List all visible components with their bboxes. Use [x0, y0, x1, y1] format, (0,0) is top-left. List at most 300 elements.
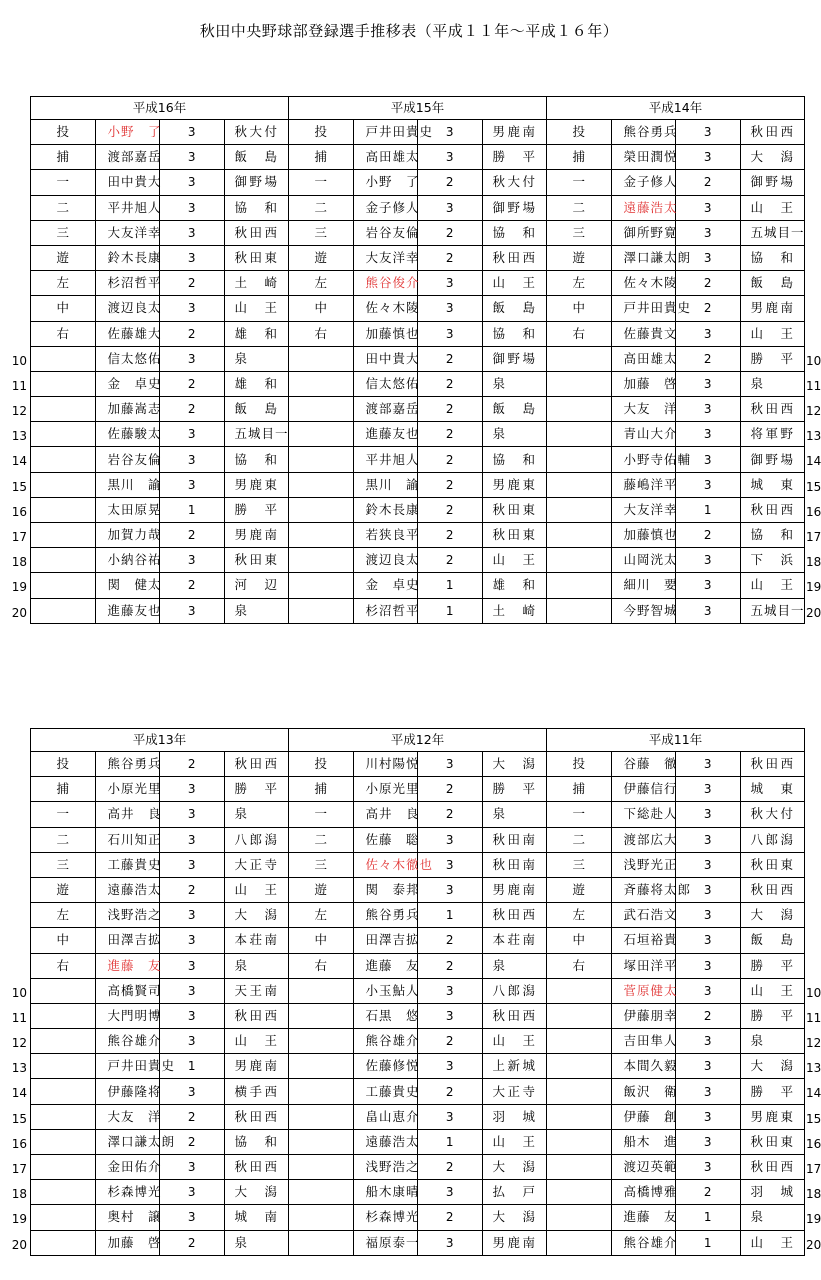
- player-name: 進藤 友: [611, 1205, 676, 1230]
- school-cell: 勝平: [482, 777, 547, 802]
- table-row: [31, 1054, 805, 1079]
- player-name: 熊谷勇兵: [95, 752, 160, 777]
- row-number: [0, 198, 30, 223]
- position-cell: 二: [289, 195, 354, 220]
- grade-cell: 3: [418, 1054, 483, 1079]
- grade-cell: 1: [676, 497, 741, 522]
- position-cell: [289, 397, 354, 422]
- grade-cell: 2: [418, 548, 483, 573]
- table-row: [31, 1230, 805, 1255]
- position-cell: 投: [547, 120, 612, 145]
- school-cell: 秋田西: [224, 220, 289, 245]
- player-name: 平井旭人: [353, 447, 418, 472]
- player-name: 杉沼哲平: [95, 271, 160, 296]
- player-name: 大友 洋: [611, 397, 676, 422]
- position-cell: [289, 1003, 354, 1028]
- grade-cell: 3: [160, 195, 225, 220]
- player-name: 加藤 啓: [95, 1230, 160, 1255]
- school-cell: 山王: [740, 573, 805, 598]
- school-cell: 天王南: [224, 978, 289, 1003]
- grade-cell: 3: [160, 1205, 225, 1230]
- school-cell: 男鹿東: [740, 1104, 805, 1129]
- school-cell: 大潟: [224, 1180, 289, 1205]
- school-cell: 協和: [740, 523, 805, 548]
- school-cell: 秋田西: [224, 1104, 289, 1129]
- player-name: 熊谷雄介: [611, 1230, 676, 1255]
- position-cell: [31, 1129, 96, 1154]
- row-number: 10: [806, 985, 821, 1000]
- player-name: 佐藤 聡: [353, 827, 418, 852]
- position-cell: 捕: [289, 145, 354, 170]
- roster-block-lower: [30, 728, 805, 1256]
- table-row: [31, 1205, 805, 1230]
- school-cell: 山王: [740, 978, 805, 1003]
- position-cell: [547, 1054, 612, 1079]
- player-name: 渡部嘉岳: [353, 397, 418, 422]
- player-name: 高田雄太: [353, 145, 418, 170]
- position-cell: [547, 497, 612, 522]
- grade-cell: 3: [418, 271, 483, 296]
- player-name: 佐藤駿太: [95, 422, 160, 447]
- row-number: [0, 905, 30, 930]
- row-number: [0, 248, 30, 273]
- player-name: 高田雄太: [611, 346, 676, 371]
- position-cell: [31, 1180, 96, 1205]
- position-cell: [31, 1205, 96, 1230]
- grade-cell: 3: [160, 928, 225, 953]
- grade-cell: 3: [418, 877, 483, 902]
- school-cell: 秋大付: [224, 120, 289, 145]
- grade-cell: 1: [676, 1230, 741, 1255]
- table-row: [31, 573, 805, 598]
- grade-cell: 2: [418, 422, 483, 447]
- row-number: 17: [11, 1162, 27, 1176]
- school-cell: 土崎: [482, 598, 547, 623]
- position-cell: 遊: [289, 245, 354, 270]
- grade-cell: 1: [160, 497, 225, 522]
- grade-cell: 3: [676, 928, 741, 953]
- player-name: 石川知正: [95, 827, 160, 852]
- player-name: 飯沢 衛: [611, 1079, 676, 1104]
- school-cell: 泉: [740, 1029, 805, 1054]
- table-row: [31, 245, 805, 270]
- school-cell: 男鹿南: [740, 296, 805, 321]
- school-cell: 秋大付: [740, 802, 805, 827]
- grade-cell: 2: [676, 1180, 741, 1205]
- year-header: 平成16年: [31, 97, 289, 120]
- school-cell: 羽城: [740, 1180, 805, 1205]
- player-name: 小野 了: [95, 120, 160, 145]
- position-cell: [289, 978, 354, 1003]
- school-cell: 飯島: [482, 296, 547, 321]
- position-cell: 遊: [289, 877, 354, 902]
- row-number: [0, 147, 30, 172]
- position-cell: [31, 447, 96, 472]
- school-cell: 男鹿南: [224, 1054, 289, 1079]
- school-cell: 御野場: [740, 170, 805, 195]
- grade-cell: 3: [160, 978, 225, 1003]
- player-name: 青山大介: [611, 422, 676, 447]
- table-row: [31, 195, 805, 220]
- player-name: 加藤嵩志: [95, 397, 160, 422]
- position-cell: [289, 598, 354, 623]
- row-number: [806, 122, 820, 147]
- grade-cell: 3: [676, 903, 741, 928]
- row-number: [806, 956, 820, 981]
- school-cell: 八郎潟: [740, 827, 805, 852]
- row-number: 19: [11, 580, 27, 595]
- row-number: 18: [11, 1187, 27, 1202]
- table-row: [31, 802, 805, 827]
- school-cell: 山王: [740, 321, 805, 346]
- row-numbers-left-1: [0, 122, 30, 626]
- row-number: [806, 830, 820, 855]
- row-number: 12: [11, 404, 27, 419]
- position-cell: [547, 1230, 612, 1255]
- position-cell: [31, 422, 96, 447]
- position-cell: 中: [31, 928, 96, 953]
- school-cell: 山王: [224, 1029, 289, 1054]
- school-cell: 大潟: [482, 752, 547, 777]
- row-number: [806, 147, 820, 172]
- position-cell: 右: [289, 953, 354, 978]
- grade-cell: 2: [160, 752, 225, 777]
- school-cell: 山王: [482, 1029, 547, 1054]
- row-number: [806, 198, 820, 223]
- grade-cell: 2: [418, 371, 483, 396]
- position-cell: [289, 447, 354, 472]
- grade-cell: 3: [160, 953, 225, 978]
- school-cell: 秋田西: [740, 1155, 805, 1180]
- grade-cell: 3: [160, 220, 225, 245]
- grade-cell: 2: [676, 170, 741, 195]
- table-row: [31, 296, 805, 321]
- position-cell: 遊: [547, 245, 612, 270]
- grade-cell: 2: [676, 1003, 741, 1028]
- grade-cell: 3: [418, 978, 483, 1003]
- school-cell: 山王: [224, 296, 289, 321]
- table-row: [31, 321, 805, 346]
- position-cell: [547, 573, 612, 598]
- row-number: [0, 273, 30, 298]
- row-number: [806, 223, 820, 248]
- position-cell: [31, 1079, 96, 1104]
- school-cell: 勝平: [740, 953, 805, 978]
- roster-table-upper: [30, 96, 805, 624]
- position-cell: [547, 346, 612, 371]
- grade-cell: 2: [160, 1104, 225, 1129]
- school-cell: 山王: [482, 548, 547, 573]
- row-number: [806, 905, 820, 930]
- row-number: [0, 122, 30, 147]
- row-number: [0, 324, 30, 349]
- school-cell: 大潟: [740, 1054, 805, 1079]
- position-cell: 捕: [547, 145, 612, 170]
- row-number: 14: [11, 1086, 27, 1101]
- school-cell: 将軍野: [740, 422, 805, 447]
- player-name: 小玉鮎人: [353, 978, 418, 1003]
- grade-cell: 3: [676, 1104, 741, 1129]
- position-cell: 中: [289, 928, 354, 953]
- school-cell: 横手西: [224, 1079, 289, 1104]
- player-name: 藤嶋洋平: [611, 472, 676, 497]
- school-cell: 山王: [482, 271, 547, 296]
- grade-cell: 2: [418, 1029, 483, 1054]
- school-cell: 秋田西: [224, 1003, 289, 1028]
- year-header: 平成11年: [547, 729, 805, 752]
- row-number: [0, 223, 30, 248]
- grade-cell: 3: [418, 827, 483, 852]
- school-cell: 泉: [482, 802, 547, 827]
- position-cell: [31, 371, 96, 396]
- row-number: 20: [11, 1237, 27, 1252]
- row-number: 10: [11, 985, 27, 1000]
- position-cell: [289, 1155, 354, 1180]
- position-cell: 左: [547, 903, 612, 928]
- school-cell: 大潟: [482, 1205, 547, 1230]
- position-cell: 投: [31, 120, 96, 145]
- grade-cell: 3: [676, 598, 741, 623]
- row-number: 16: [11, 504, 27, 519]
- grade-cell: 2: [160, 523, 225, 548]
- player-name: 佐々木徹也: [353, 852, 418, 877]
- school-cell: 男鹿南: [482, 120, 547, 145]
- grade-cell: 3: [418, 321, 483, 346]
- school-cell: 飯島: [740, 271, 805, 296]
- grade-cell: 3: [160, 1003, 225, 1028]
- position-cell: [547, 422, 612, 447]
- grade-cell: 3: [676, 120, 741, 145]
- school-cell: 城東: [740, 777, 805, 802]
- school-cell: 秋田南: [482, 852, 547, 877]
- row-number: 12: [806, 1036, 821, 1051]
- school-cell: 泉: [740, 371, 805, 396]
- table-row: [31, 953, 805, 978]
- row-number: 17: [806, 1162, 821, 1176]
- school-cell: 協和: [482, 447, 547, 472]
- position-cell: 遊: [547, 877, 612, 902]
- table-row: [31, 120, 805, 145]
- player-name: 平井旭人: [95, 195, 160, 220]
- school-cell: 泉: [224, 346, 289, 371]
- position-cell: [547, 1205, 612, 1230]
- grade-cell: 3: [160, 145, 225, 170]
- school-cell: 秋田西: [482, 245, 547, 270]
- school-cell: 男鹿東: [224, 472, 289, 497]
- player-name: 佐々木陵: [611, 271, 676, 296]
- player-name: 遠藤浩太: [611, 195, 676, 220]
- row-number: 17: [11, 530, 27, 544]
- player-name: 戸井田貴史: [353, 120, 418, 145]
- school-cell: 雄和: [224, 371, 289, 396]
- school-cell: 泉: [224, 802, 289, 827]
- school-cell: 上新城: [482, 1054, 547, 1079]
- grade-cell: 2: [418, 928, 483, 953]
- roster-block-upper: [30, 96, 805, 624]
- position-cell: 二: [31, 195, 96, 220]
- player-name: 加藤慎也: [353, 321, 418, 346]
- grade-cell: 3: [676, 1079, 741, 1104]
- position-cell: [31, 397, 96, 422]
- grade-cell: 3: [160, 827, 225, 852]
- player-name: 石黒 悠: [353, 1003, 418, 1028]
- position-cell: [547, 1155, 612, 1180]
- row-number: [806, 324, 820, 349]
- position-cell: 二: [289, 827, 354, 852]
- row-number: 14: [11, 454, 27, 469]
- year-header-row: [31, 97, 805, 120]
- row-numbers-left-2: [0, 754, 30, 1258]
- grade-cell: 1: [676, 1205, 741, 1230]
- grade-cell: 3: [160, 245, 225, 270]
- table-row: [31, 1129, 805, 1154]
- position-cell: [31, 1155, 96, 1180]
- player-name: 信太悠佑: [95, 346, 160, 371]
- row-number: 16: [11, 1136, 27, 1151]
- grade-cell: 3: [160, 472, 225, 497]
- school-cell: 本荘南: [482, 928, 547, 953]
- position-cell: [547, 598, 612, 623]
- grade-cell: 2: [418, 1205, 483, 1230]
- grade-cell: 3: [160, 120, 225, 145]
- school-cell: 男鹿東: [482, 472, 547, 497]
- grade-cell: 2: [676, 346, 741, 371]
- row-number: 19: [806, 1212, 821, 1227]
- player-name: 佐藤貴文: [611, 321, 676, 346]
- player-name: 御所野寛: [611, 220, 676, 245]
- player-name: 澤口謙太朗: [95, 1129, 160, 1154]
- school-cell: 土崎: [224, 271, 289, 296]
- row-number: [806, 754, 820, 779]
- position-cell: 投: [31, 752, 96, 777]
- school-cell: 協和: [482, 220, 547, 245]
- grade-cell: 3: [676, 1155, 741, 1180]
- school-cell: 秋田西: [740, 120, 805, 145]
- player-name: 船木康晴: [353, 1180, 418, 1205]
- grade-cell: 3: [676, 1129, 741, 1154]
- position-cell: [547, 472, 612, 497]
- grade-cell: 3: [676, 195, 741, 220]
- row-number: [0, 830, 30, 855]
- grade-cell: 3: [676, 472, 741, 497]
- row-number: 16: [806, 1136, 821, 1151]
- year-header: 平成12年: [289, 729, 547, 752]
- grade-cell: 2: [418, 802, 483, 827]
- grade-cell: 3: [676, 802, 741, 827]
- school-cell: 城東: [740, 472, 805, 497]
- player-name: 斉藤将太郎: [611, 877, 676, 902]
- player-name: 金田佑介: [95, 1155, 160, 1180]
- player-name: 進藤 友: [353, 953, 418, 978]
- position-cell: [31, 346, 96, 371]
- player-name: 高橋賢司: [95, 978, 160, 1003]
- row-number: [0, 172, 30, 197]
- position-cell: [289, 548, 354, 573]
- player-name: 菅原健太: [611, 978, 676, 1003]
- player-name: 下総赴人: [611, 802, 676, 827]
- grade-cell: 2: [418, 1079, 483, 1104]
- player-name: 伊藤隆将: [95, 1079, 160, 1104]
- school-cell: 山王: [740, 195, 805, 220]
- school-cell: 五城目一: [740, 220, 805, 245]
- row-number: 19: [806, 580, 821, 595]
- table-row: [31, 903, 805, 928]
- roster-table-lower: [30, 728, 805, 1256]
- player-name: 金子修人: [611, 170, 676, 195]
- grade-cell: 3: [160, 447, 225, 472]
- school-cell: 御野場: [224, 170, 289, 195]
- player-name: 澤口謙太朗: [611, 245, 676, 270]
- position-cell: 左: [289, 903, 354, 928]
- position-cell: [547, 371, 612, 396]
- player-name: 黒川 諭: [95, 472, 160, 497]
- player-name: 金 卓史: [95, 371, 160, 396]
- grade-cell: 3: [676, 245, 741, 270]
- row-number: [0, 855, 30, 880]
- grade-cell: 3: [418, 752, 483, 777]
- school-cell: 勝平: [482, 145, 547, 170]
- position-cell: [31, 472, 96, 497]
- school-cell: 秋田西: [740, 877, 805, 902]
- player-name: 奥村 譲: [95, 1205, 160, 1230]
- row-number: 11: [806, 1010, 821, 1025]
- player-name: 進藤友也: [95, 598, 160, 623]
- player-name: 川村陽悦: [353, 752, 418, 777]
- grade-cell: 3: [418, 1180, 483, 1205]
- player-name: 熊谷雄介: [353, 1029, 418, 1054]
- player-name: 武石浩文: [611, 903, 676, 928]
- school-cell: 雄和: [482, 573, 547, 598]
- position-cell: [31, 1230, 96, 1255]
- school-cell: 大潟: [224, 903, 289, 928]
- player-name: 杉森博光: [95, 1180, 160, 1205]
- position-cell: 遊: [31, 877, 96, 902]
- grade-cell: 3: [418, 120, 483, 145]
- position-cell: 三: [289, 220, 354, 245]
- position-cell: 左: [289, 271, 354, 296]
- school-cell: 秋田西: [740, 497, 805, 522]
- year-header: 平成14年: [547, 97, 805, 120]
- grade-cell: 3: [418, 195, 483, 220]
- player-name: 田澤吉拡: [95, 928, 160, 953]
- school-cell: 秋田東: [740, 852, 805, 877]
- school-cell: 秋大付: [482, 170, 547, 195]
- player-name: 渡部広大: [611, 827, 676, 852]
- row-number: 18: [806, 555, 821, 570]
- row-number: [0, 779, 30, 804]
- grade-cell: 3: [676, 827, 741, 852]
- position-cell: [289, 1104, 354, 1129]
- position-cell: 一: [547, 802, 612, 827]
- player-name: 加藤 啓: [611, 371, 676, 396]
- row-number: 15: [11, 1111, 27, 1126]
- row-number: 13: [11, 1061, 27, 1076]
- player-name: 谷藤 徹: [611, 752, 676, 777]
- row-number: 16: [806, 504, 821, 519]
- grade-cell: 3: [160, 422, 225, 447]
- grade-cell: 3: [418, 852, 483, 877]
- position-cell: [289, 1205, 354, 1230]
- player-name: 福原泰一: [353, 1230, 418, 1255]
- school-cell: 秋田東: [224, 245, 289, 270]
- player-name: 杉森博光: [353, 1205, 418, 1230]
- grade-cell: 3: [418, 1230, 483, 1255]
- table-row: [31, 1003, 805, 1028]
- school-cell: 下浜: [740, 548, 805, 573]
- position-cell: [547, 1129, 612, 1154]
- school-cell: 泉: [482, 371, 547, 396]
- school-cell: 泉: [224, 1230, 289, 1255]
